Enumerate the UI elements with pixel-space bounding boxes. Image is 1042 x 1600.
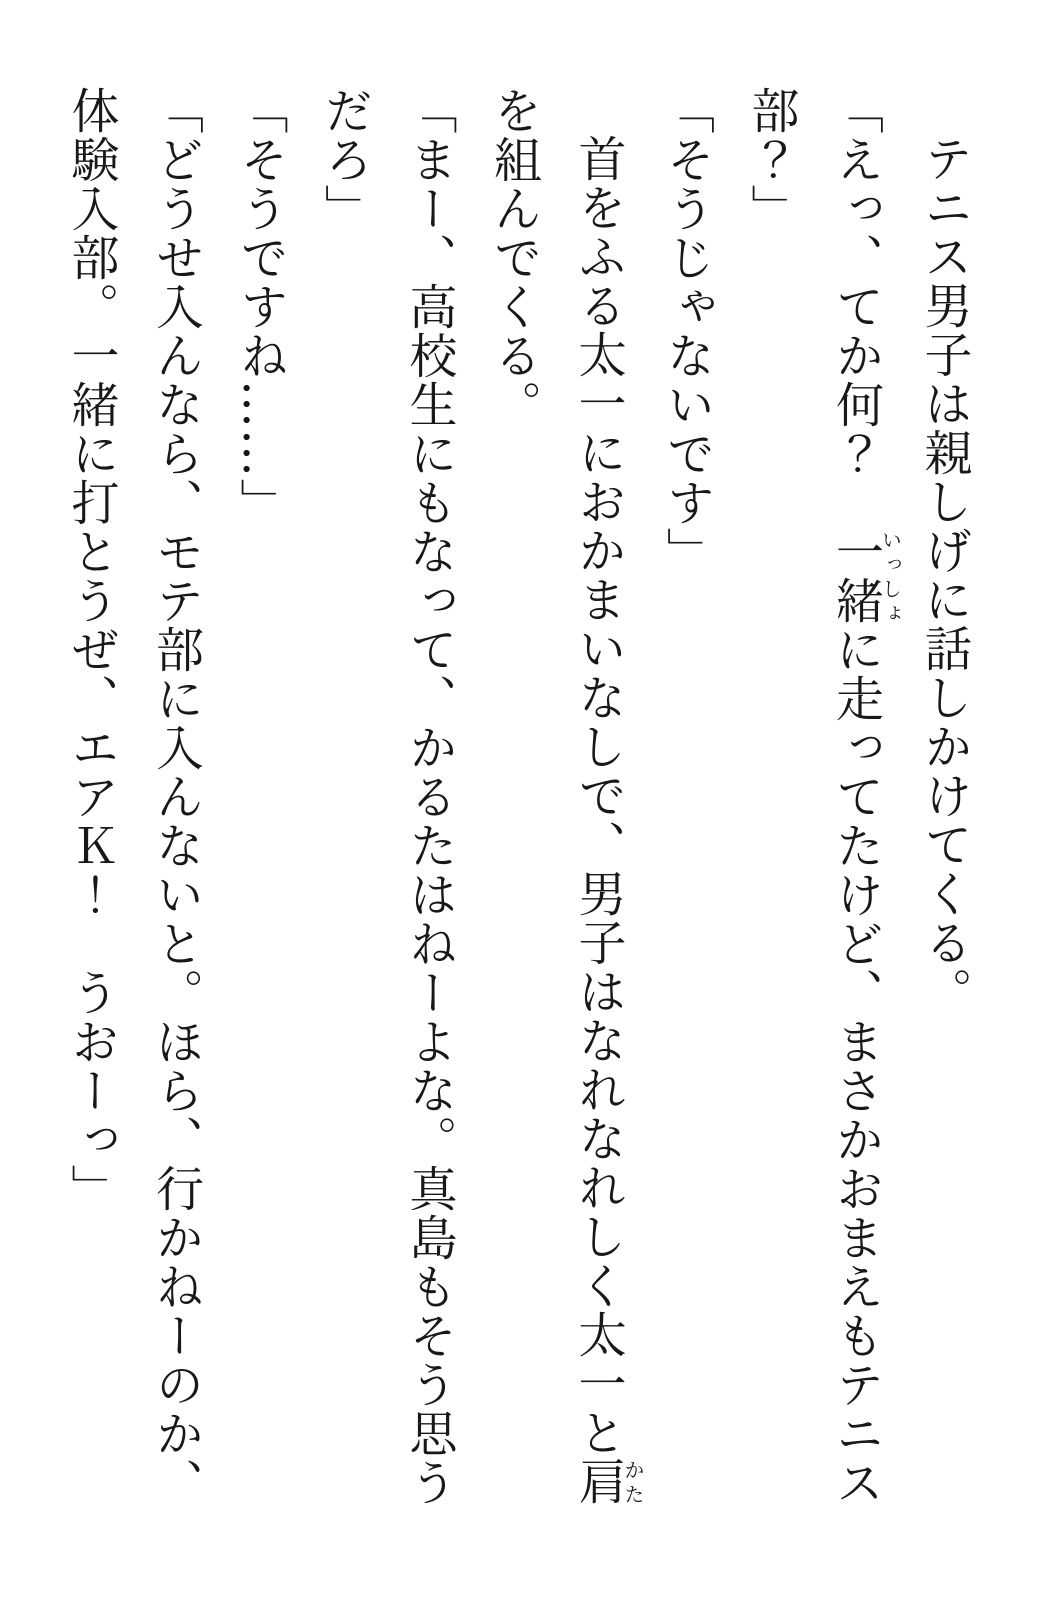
text-column-10: [133, 86, 218, 1510]
text-column-6: [471, 86, 556, 1510]
furigana-base: 肩: [570, 1457, 626, 1506]
text-column-3: [729, 86, 814, 1510]
furigana-text: いっしょ: [878, 527, 903, 625]
column-text: を組んでくる。: [485, 86, 542, 429]
text-column-8: [302, 86, 387, 1510]
text-column-4: [644, 86, 729, 1510]
text-column-5: [556, 86, 645, 1510]
column-text: テニス男子は親しげに話しかけてくる。: [916, 134, 972, 1016]
column-text: 首をふる太一におかまいなしで、男子はなれなれしく太一と: [570, 134, 626, 1457]
furigana-issho: [827, 527, 903, 625]
column-text: 「まー、高校生にもなって、かるたはねーよな。真島もそう思う: [401, 86, 457, 1507]
column-text: 「そうじゃないです」: [658, 86, 715, 576]
column-text: 「そうですね……」: [232, 86, 288, 527]
column-text: だろ」: [316, 86, 373, 233]
column-text: 「えっ、てか何？: [827, 86, 884, 527]
column-text: 部？」: [743, 86, 799, 233]
text-column-9: [218, 86, 303, 1510]
text-column-11: [49, 86, 134, 1510]
column-text: 「どうせ入んなら、モテ部に入んないと。ほら、行かねーのか、: [147, 86, 204, 1507]
column-text: に走ってたけど、まさかおまえもテニス: [827, 625, 884, 1507]
text-column-2: [813, 86, 902, 1510]
text-column-7: [387, 86, 472, 1510]
column-text: 体験入部。一緒に打とうぜ、エアＫ！ うおーっ」: [63, 86, 119, 1213]
furigana-kata: [570, 1457, 645, 1506]
vertical-text-block: [49, 86, 987, 1510]
furigana-base: 一緒: [827, 527, 884, 625]
furigana-text: かた: [621, 1457, 645, 1506]
text-column-1: [902, 86, 987, 1510]
